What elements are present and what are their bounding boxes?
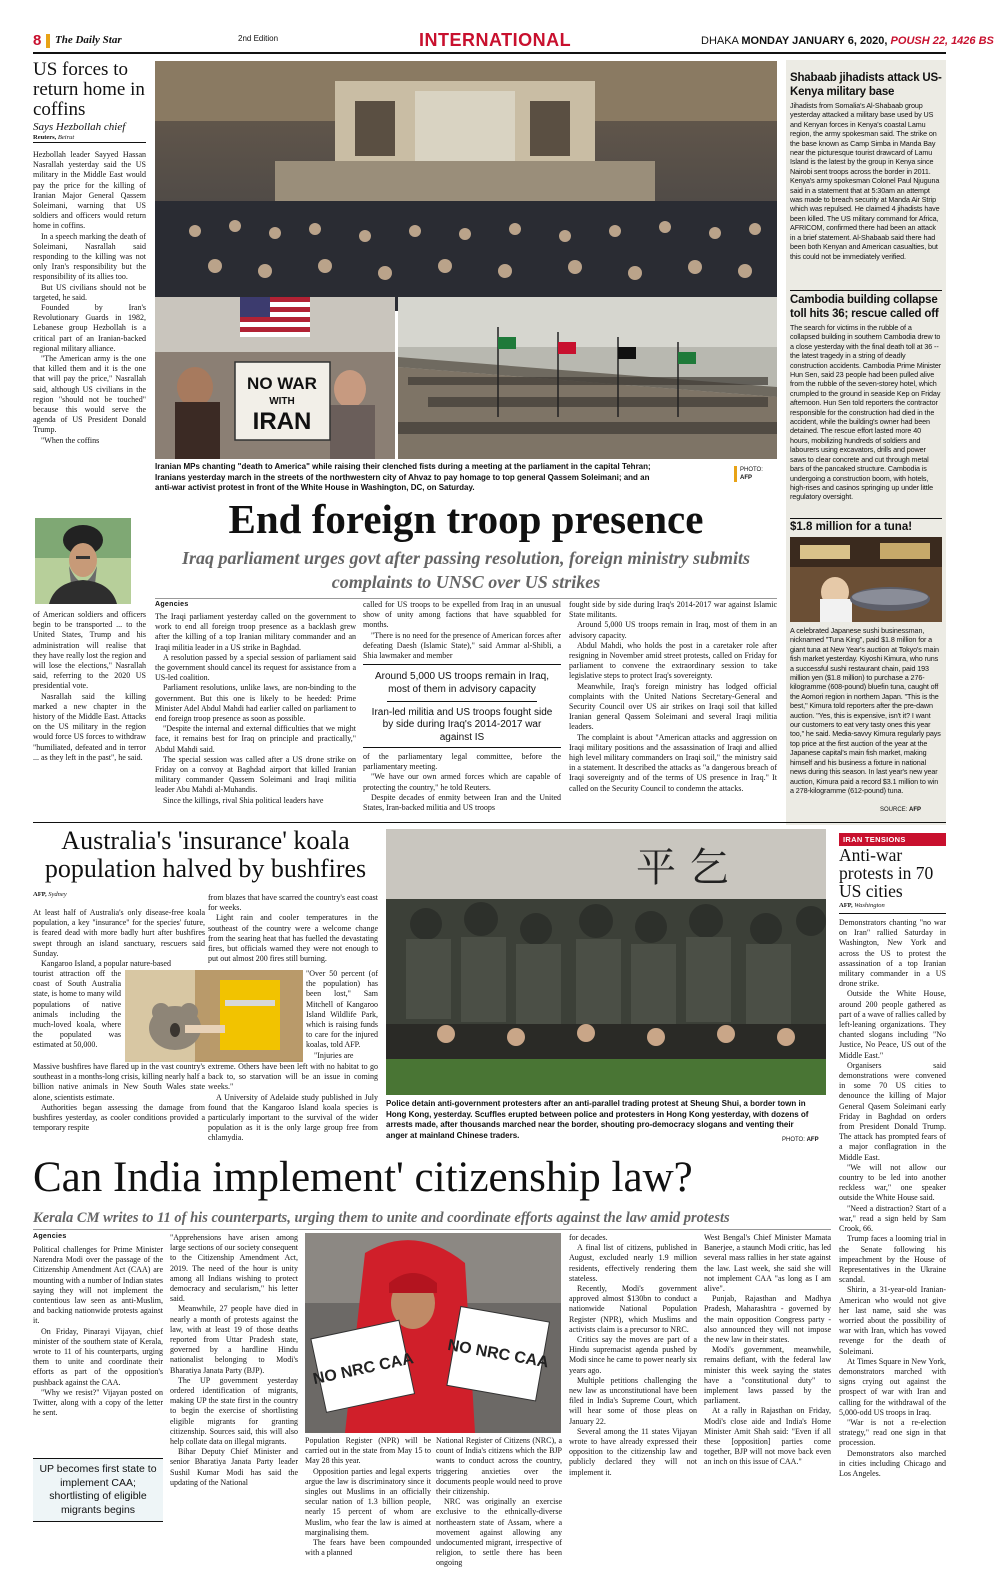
caa-p: Multiple petitions challenging the new law as unconstitutional have been filed in India's Supreme Court, which will hear some of those pleas on January 22. <box>569 1375 697 1426</box>
troop-pullquote-box <box>363 664 561 748</box>
hezbollah-story <box>33 60 146 141</box>
troop-p: fought side by side during Iraq's 2014-2017 war against Islamic State militants. <box>569 600 777 620</box>
koala-lead <box>33 908 205 970</box>
antiwar-body <box>839 918 946 1526</box>
antiwar-p: Organisers said demonstrations were convened in some 70 US cities to denounce the killing of Major General Qasem Soleimani early Friday in Baghdad on orders from President Donald Trump. The attack has prompted fears of a major conflagration in the Middle East. <box>839 1060 946 1162</box>
antiwar-p: Demonstrators also marched in cities including Chicago and Los Angeles. <box>839 1448 946 1478</box>
caa-p: National Register of Citizens (NRC), a count of India's citizens which the BJP wants to conduct across the country, triggering anxieties over the documents people would need to prove their citizenship. <box>436 1436 562 1497</box>
caa-p: Several among the 11 states Vijayan wrote to have already expressed their opposition to the citizenship law and publicly declared they will not implement it. <box>569 1426 697 1477</box>
page-number: 8 <box>33 32 42 49</box>
troop-col-2a <box>363 600 561 662</box>
antiwar-title: Anti-war protests in 70 US cities <box>839 845 934 901</box>
koala-p: extreme. Others have been left with no habitat to go back to, so starvation will be an issue in coming weeks." <box>208 1062 378 1092</box>
caa-sign-1-text: NO NRC CAA <box>311 1350 416 1389</box>
koala-wrap-2 <box>306 969 378 1062</box>
sidebar-rule-1 <box>790 290 942 291</box>
caa-col-1 <box>33 1245 163 1451</box>
koala-agency: AFP, <box>33 891 47 898</box>
caa-p: Critics say the moves are part of a Hindu supremacist agenda pushed by Modi since he came to power nearly six years ago. <box>569 1335 697 1375</box>
koala-p: At least half of Australia's only disease-free koala population, a key "insurance" for the species' future, is feared dead with more badly hurt after bushfires swept through an island sanctuary, rescuers said Sunday. <box>33 908 205 958</box>
caa-p: Meanwhile, 27 people have died in nearly a month of protests against the law, with at least 19 of those deaths reported from Uttar Pradesh state, governed by a hardline Hindu nationalist belonging to Modi's Bharatiya Janata Party (BJP). <box>170 1304 298 1375</box>
caa-rule <box>33 1229 831 1230</box>
hezbollah-p: Hezbollah leader Sayyed Hassan Nasrallah yesterday said the US military in the Middle East would pay the price for the killing of Iranian Major General Qassem Soleimani, warning that US soldiers and officers would return home in coffins. <box>33 150 146 231</box>
hezbollah-p: "The American army is the one that killed them and it is the one that will pay the price," Nasrallah said, although US civilians in the region "should not be touched" because this would serve the agenda of US President Donald Trump. <box>33 354 146 435</box>
credit-label: PHOTO: <box>740 467 763 473</box>
koala-photo <box>125 970 303 1062</box>
caa-p: NRC was originally an exercise exclusive to the ethnically-diverse northeastern state of Assam, where a movement against allowing any undocumented migrant, irrespective of religion, to settle there has been ongoing <box>436 1497 562 1568</box>
paper-logo: The Daily Star <box>55 34 122 46</box>
hezbollah-place: Beirut <box>57 134 75 141</box>
hezbollah-p: Nasrallah said the killing marked a new chapter in the history of the Middle East. Attacks on the US military in the region would force US forces to withdraw "humiliated, defeated and in terror ... as they left in the past", he said. <box>33 691 146 762</box>
antiwar-kicker: IRAN TENSIONS <box>839 833 946 846</box>
antiwar-source <box>839 902 885 909</box>
caa-p: Population Register (NPR) will be carried out in the state from May 15 to May 28 this year. <box>305 1436 431 1466</box>
masthead-rule <box>33 52 946 54</box>
hk-caption: Police detain anti-government protesters after an anti-parallel trading protest at Sheung Shui, a border town in Hong Kong, yesterday. Scuffles erupted between police and protesters in Hong Kong yesterday, with dozens of arrests made, after thousands marched near the border, shouting pro-democracy slogans and venting their anger at mainland Chinese traders. <box>386 1099 809 1140</box>
caa-p: Political challenges for Prime Minister Narendra Modi over the passage of the Citizenship Amendment Act (CAA) are mounting with a number of Indian states saying they will not implement the contentious law seen as anti-Muslim, and backing nationwide protests against it. <box>33 1245 163 1326</box>
top-photo-caption: Iranian MPs chanting "death to America" while raising their clenched fists during a meeting at the parliament in the capital Tehran; Iranians yesterday march in the streets of the northwestern city of Ahvaz to pay homage to top general Qassem Soleimani; and an anti-war activist protest in front of the White House in Washington, DC, on Saturday. <box>155 462 651 492</box>
koala-source <box>33 891 67 898</box>
mid-rule <box>33 822 946 823</box>
graffiti-text: 平 乞 <box>636 845 729 891</box>
caa-p: Recently, Modi's government approved almost $130bn to conduct a nationwide National Population Register (NPR), which Muslims and activists claim is a precursor to NRC. <box>569 1284 697 1334</box>
caa-col-3 <box>305 1436 431 1558</box>
cambodia-title: Cambodia building collapse toll hits 36; rescue called off <box>790 294 939 320</box>
caa-p: On Friday, Pinarayi Vijayan, chief minister of the southern state of Kerala, wrote to 11 of his counterparts, urging them to unite and coordinate their efforts as part of the opposition's pushback against the CAA. <box>33 1326 163 1387</box>
caa-p: Opposition parties and legal experts argue the law is discriminatory since it singles out Muslims in an officially secular nation of 1.3 billion people, nearly 15 percent of whom are Muslim, who fear the law is aimed at marginalising them. <box>305 1466 431 1537</box>
caa-p: for decades. <box>569 1233 608 1242</box>
tuna-photo <box>790 537 942 622</box>
antiwar-p: At Times Square in New York, demonstrators marched with signs crying out against the prospect of war with Iran and calling for the withdrawal of the 5,000-odd US troops in Iraq. <box>839 1356 946 1417</box>
cambodia-body: The search for victims in the rubble of a collapsed building in southern Cambodia drew to a close yesterday with the final death toll at 36 -- the latest tragedy in a string of deadly construction accidents. Cambodia Prime Minister Hun Sen, said 23 people had been pulled alive from the rubble of the seven-storey hotel, which crumpled to the ground in seaside Kep on Friday afternoon. Hun Sen told reporters the contractor responsible for the construction had died in the accident, while the building's owner had been detained. The rescue effort lasted more 40 hours, mobilizing hundreds of soldiers and labourers using excavators, drills and power saws to clear concrete and cut through metal bars of the pancaked structure. Cambodia is undergoing a construction boom, with hotels, high-rises and casinos springing up under little regulatory oversight. <box>790 323 942 502</box>
top-photo-credit <box>740 466 780 482</box>
tuna-source-agency: AFP <box>909 807 922 813</box>
caa-headline: Can India implement' citizenship law? <box>33 1154 693 1201</box>
section-title: INTERNATIONAL <box>419 30 572 50</box>
cambodia-story <box>790 294 942 519</box>
troop-p: of the parliamentary legal committee, before the parliamentary meeting. <box>363 752 561 772</box>
koala-headline: Australia's 'insurance' koala population halved by bushfires <box>44 826 367 883</box>
sidebar-rule-2 <box>790 518 942 519</box>
hezbollah-agency: Reuters, <box>33 134 57 141</box>
caa-sign-2-text: NO NRC CAA <box>446 1336 550 1372</box>
caa-p: West Bengal's Chief Minister Mamata Banerjee, a staunch Modi critic, has led several mass rallies in her state against the law. Last week, she said she will not implement CAA "as long as I am alive". <box>704 1233 831 1294</box>
caa-source: Agencies <box>33 1233 67 1240</box>
credit-agency: AFP <box>740 475 752 481</box>
hezbollah-body-2 <box>33 610 146 815</box>
tuna-title: $1.8 million for a tuna! <box>790 521 913 533</box>
koala-p: Massive bushfires have flared up in the vast country's southeast in a months-long crisis, killing nearly half a billion native animals in New South Wales state alone, scientists estimate. <box>33 1062 205 1102</box>
troop-pullquote-1: Around 5,000 US troops remain in Iraq, most of them in advisory capacity <box>375 671 549 695</box>
antiwar-p: Trump faces a looming trial in the Senate following his impeachment by the House of Representatives in the Ukraine scandal. <box>839 1234 946 1285</box>
ahvaz-march-photo <box>398 297 777 459</box>
troop-p: "Despite the internal and external difficulties that we might face, it remains best for Iraq on principle and practically," Abdul Mahdi said. <box>155 724 356 754</box>
antiwar-p: "War is not a re-election strategy," read one sign in that procession. <box>839 1417 946 1448</box>
hk-credit <box>782 1137 819 1143</box>
caa-col-5 <box>569 1233 697 1526</box>
antiwar-p: Shirin, a 31-year-old Iranian-American who would not give her last name, said she was worried about the possibility of war with Iran, which has vowed revenge for the death of Soleimani. <box>839 1285 946 1356</box>
shabaab-title: Shabaab jihadists attack US-Kenya military base <box>790 72 942 98</box>
antiwar-p: Outside the White House, around 200 people gathered as part of a wave of rallies called by left-leaning organizations. They chanted slogans including "No Justice, No Peace, US out of the Middle East." <box>839 989 946 1060</box>
antiwar-place: Washington <box>854 902 885 909</box>
iran-parliament-photo <box>155 61 777 311</box>
troop-p: The Iraqi parliament yesterday called on the government to work to end all foreign troop presence as a backlash grew after the killing of a top Iranian military commander and an Iraqi militia leader in a US strike in Baghdad. <box>155 612 356 652</box>
troop-p: Despite decades of enmity between Iran and the United States, Iran-backed militia and US troops <box>363 792 561 813</box>
caa-p: A final list of citizens, published in August, excluded nearly 1.9 million residents, effectively rendering them stateless. <box>569 1243 697 1283</box>
caa-p: Punjab, Rajasthan and Madhya Pradesh, Maharashtra - governed by the main opposition Congress party - also announced they will not impose the new law in their states. <box>704 1294 831 1345</box>
troop-p: Meanwhile, Iraq's foreign ministry has lodged official complaints with the United Nations Secretary-General and Security Council over US air strikes on Iraqi soil that killed Iranian general Qassem Soleimani and several Iraqi militia leaders. <box>569 681 777 732</box>
caa-p: Modi's government, meanwhile, remains defiant, with the federal law minister this week saying the states have a "constitutional duty" to implement laws passed by the parliament. <box>704 1345 831 1406</box>
nasrallah-photo <box>35 518 131 604</box>
antiwar-p: "We will not allow our country to be led into another reckless war," one speaker outside the White House said. <box>839 1162 946 1203</box>
troop-p: Since the killings, rival Shia political leaders have <box>163 795 324 805</box>
caa-col-6 <box>704 1233 831 1526</box>
shabaab-story <box>790 72 942 276</box>
troop-pullquote-2: Iran-led militia and US troops fought side by side during Iraq's 2014-2017 war against IS <box>371 706 553 743</box>
koala-p: tourist attraction off the coast of South Australia state, is home to many wild populations of native animals including the much-loved koala, where the populated was estimated at 50,000. <box>33 969 121 1050</box>
troop-p: "There is no need for the presence of American forces after defeating Daesh (Islamic State)," said Ammar al-Shibli, a Shia lawmaker and member <box>363 630 561 661</box>
koala-p: "Over 50 percent (of the population) has been lost," Sam Mitchell of Kangaroo Island Wildlife Park, which is raising funds to care for the injured koalas, told AFP. <box>306 969 378 1050</box>
caa-p: The fears have been compounded with a planned <box>305 1538 431 1558</box>
troop-p: The complaint is about "American attacks and aggression on Iraqi military positions and the assassination of Iraqi and allied high level military commanders on Iraqi soil," the ministry said in a statement. It described the attacks as "a dangerous breach of Iraqi sovereignty and of the terms of US presence in Iraq." It called on the Security Council to condemn the attacks. <box>569 732 777 793</box>
tuna-body: A celebrated Japanese sushi businessman, nicknamed "Tuna King", paid $1.8 million for a giant tuna at New Year's auction at Tokyo's main fish market yesterday. Kiyoshi Kimura, who runs a successful sushi restaurant chain, paid 193 million yen ($1.8 million) to purchase a 276-kilogramme (608-pound) bluefin tuna, caught off the Aomori region in northern Japan. "This is the best," Kimura told reporters after the pre-dawn auction. "Yes, this is expensive, isn't it? I want our customers to eat very tasty ones this year too," he said. Media-savvy Kimura regularly pays top price at the first auction of the year at the Japanese capital's main fish market, making himself and his business a fixture in national news during this season. In last year's new year auction, Kimura paid a record $3.1 million to win a 278-kilogramme (612-pound) tuna. <box>790 626 941 795</box>
tuna-source <box>880 807 921 813</box>
troop-deck: Iraq parliament urges govt after passing resolution, foreign ministry submits complaints to UNSC over US strikes <box>181 548 751 592</box>
koala-col-2b <box>208 1062 378 1147</box>
troop-p: "We have our own armed forces which are capable of protecting the country," he told Reuters. <box>363 772 561 792</box>
sign-text-3: IRAN <box>252 408 312 435</box>
troop-source: Agencies <box>155 601 189 608</box>
tuna-source-label: SOURCE: <box>880 807 908 813</box>
troop-headline: End foreign troop presence <box>228 496 704 542</box>
troop-rule <box>155 598 777 599</box>
hk-credit-label: PHOTO: <box>782 1137 805 1143</box>
antiwar-p: "Need a distraction? Start of a war," read a sign held by Sam Crook, 66. <box>839 1203 946 1234</box>
top-photo-credit-bar <box>734 466 737 482</box>
koala-place: Sydney <box>48 891 67 898</box>
hk-credit-agency: AFP <box>806 1137 819 1143</box>
hezbollah-rule <box>33 142 146 143</box>
troop-p: The special session was called after a US drone strike on Friday on a convoy at Baghdad airport that killed Iranian military commander Qassem Soleimani and Iraqi militia leader Abu Mahdi al-Muhandis. <box>155 754 356 795</box>
dateline <box>701 35 994 47</box>
troop-col-1 <box>155 612 356 817</box>
antiwar-p: Demonstrators chanting "no war on Iran" rallied Saturday in Washington, New York and across the US to protest the assassination of a top Iranian military commander in a US drone strike. <box>839 918 946 989</box>
hezbollah-p: of American soldiers and officers begin to be transported ... to the United States, Trump and his administration will realise that they have really lost the region and will lose the elections," Nasrallah said, referring to the 2020 US presidential vote. <box>33 610 146 691</box>
color-bar-icon <box>46 34 50 48</box>
antiwar-rule <box>839 913 946 914</box>
hezbollah-p: "When the coffins <box>41 435 100 445</box>
troop-col-2b <box>363 752 561 817</box>
caa-p: "Why we resist?" Vijayan posted on Twitter, along with a copy of the letter he sent. <box>33 1387 163 1418</box>
masthead <box>33 30 994 54</box>
troop-p: Abdul Mahdi, who holds the post in a caretaker role after resigning in November amid street protests, called on Friday for parliament to convene the extraordinary session to take legislative steps to protect Iraq's sovereignty. <box>569 640 777 681</box>
troop-p: A resolution passed by a special session of parliament said the government should cancel its request for assistance from a US-led coalition. <box>155 652 356 683</box>
koala-col-2 <box>208 893 378 970</box>
hezbollah-subtitle: Says Hezbollah chief <box>33 121 126 133</box>
caa-p: The UP government yesterday ordered identification of migrants, making UP the state first in the country to begin the exercise of shortlisting eligible migrants for granting citizenship. Sources said, this will also help collate data on illegal migrants. <box>170 1375 298 1447</box>
troop-col-3 <box>569 600 777 817</box>
koala-wrap <box>33 969 121 1062</box>
koala-rest <box>33 1062 205 1147</box>
hezbollah-p: Founded by Iran's Revolutionary Guards in 1982, Lebanese group Hezbollah is a critical part of an Iranian-backed regional military alliance. <box>33 303 146 353</box>
sign-text-1: NO WAR <box>247 374 317 393</box>
troop-p: Around 5,000 US troops remain in Iraq, most of them in an advisory capacity. <box>569 620 777 640</box>
troop-p: Parliament resolutions, unlike laws, are non-binding to the government. But this one is likely to be heeded: Prime Minister Adel Abdul Mahdi had earlier called on parliament to end foreign troop presence as soon as possible. <box>155 683 356 724</box>
hezbollah-p: But US civilians should not be targeted, he said. <box>33 282 146 302</box>
hezbollah-body-1 <box>33 150 146 518</box>
koala-p: Light rain and cooler temperatures in the southeast of the country were a welcome change from the searing heat that has fuelled the devastating fires, but officials warned they were not enough to put out almost 200 fires still burning. <box>208 913 378 964</box>
sign-text-2: WITH <box>269 396 295 407</box>
edition-label: 2nd Edition <box>238 34 279 43</box>
pullquote-divider <box>387 701 537 702</box>
koala-p: A University of Adelaide study published in July found that the Kangaroo Island koala species is particularly important to the survival of the wider population as it is the only large group free from chlamydia. <box>208 1092 378 1143</box>
white-house-protest-photo <box>155 297 395 459</box>
caa-col-2 <box>170 1233 298 1526</box>
hezbollah-title: US forces to return home in coffins <box>33 59 145 120</box>
koala-p: Authorities began assessing the damage from bushfires yesterday, as cooler conditions provided a temporary respite <box>33 1102 205 1133</box>
hezbollah-source <box>33 134 146 141</box>
caa-p: "Apprehensions have arisen among large sections of our society consequent to the Citizenship Amendment Act, 2019. The need of the hour is unity among all Indians wishing to protect democracy and secularism," his letter said. <box>170 1233 298 1304</box>
shabaab-body: Jihadists from Somalia's Al-Shabaab group yesterday attacked a military base used by US and Kenyan forces in Kenya's coastal Lamu region, the army spokesman said. The strike on the base known as Camp Simba in Manda Bay near the picturesque tourist drawcard of Lamu Island is the latest by the group in Kenya since Nairobi sent troops across the border in 2011. Kenya's army spokesman Colonel Paul Njuguna said in a statement that at 5:30am an attempt was made to breach security at Manda Air Strip which was repulsed. He claimed 4 jihadists have been killed. The US military command for Africa, AFRICOM, confirmed there had been an attack in a brief statement. Al-Shabaab said there had been both Kenyan and American casualties, but this could not be immediately verified. <box>790 101 940 261</box>
caa-col-4 <box>436 1436 562 1568</box>
antiwar-agency: AFP, <box>839 902 853 909</box>
caa-p: Bihar Deputy Chief Minister and senior Bharatiya Janata Party leader Sushil Kumar Modi has said the updating of the National <box>170 1447 298 1487</box>
caa-p: At a rally in Rajasthan on Friday, Modi's close aide and India's Home Minister Amit Shah said: "Even if all these [opposition] parties come together, BJP will not move back even an inch on this issue of CAA." <box>704 1406 831 1467</box>
caa-pullquote: UP becomes first state to implement CAA; shortlisting of eligible migrants begins <box>33 1458 163 1522</box>
dateline-date: MONDAY JANUARY 6, 2020, <box>741 35 888 47</box>
koala-p: from blazes that have scarred the country's east coast for weeks. <box>208 893 378 913</box>
caa-protest-photo <box>305 1233 561 1433</box>
koala-p: Kangaroo Island, a popular nature-based <box>41 959 171 969</box>
dateline-city: DHAKA <box>701 35 739 47</box>
hezbollah-p: In a speech marking the death of Soleimani, Nasrallah said responding to the killing was not only Iran's responsibility but the responsibility of its allies too. <box>33 231 146 282</box>
dateline-bangla: POUSH 22, 1426 BS <box>890 35 994 47</box>
koala-p: "Injuries are <box>314 1050 354 1060</box>
troop-p: called for US troops to be expelled from Iraq in an unusual show of unity among factions that have squabbled for months. <box>363 600 561 630</box>
hong-kong-photo <box>386 829 826 1095</box>
caa-deck: Kerala CM writes to 11 of his counterparts, urging them to unite and coordinate efforts against the law amid protests <box>33 1210 730 1226</box>
